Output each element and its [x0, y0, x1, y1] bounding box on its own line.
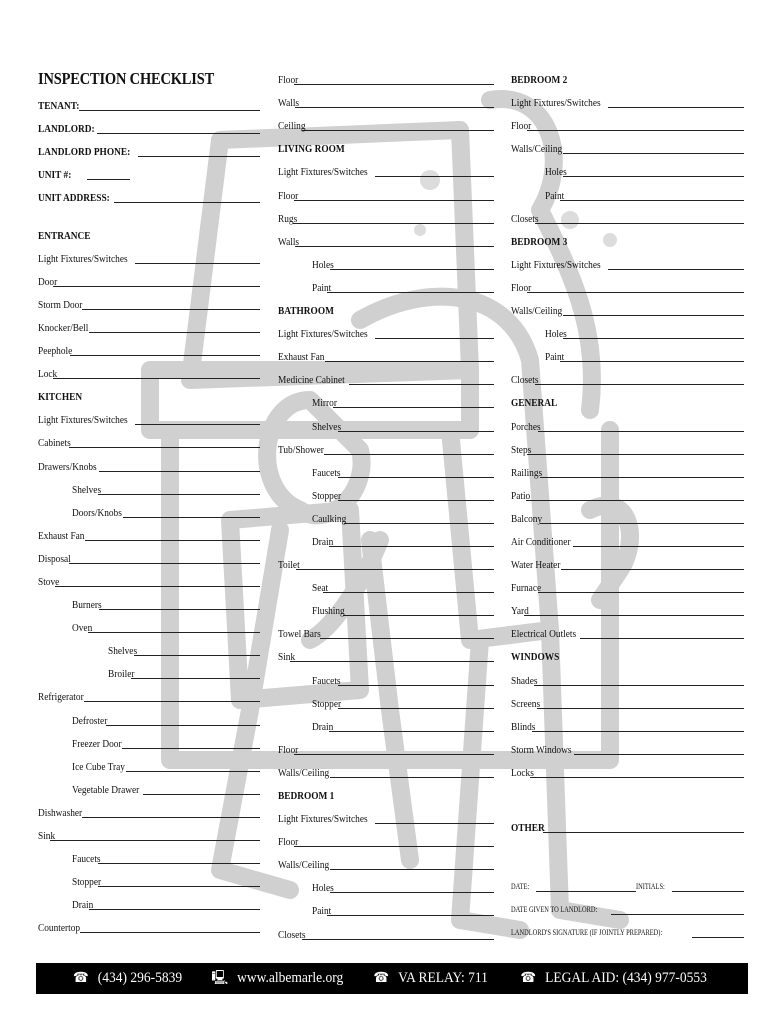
item-label: Floor — [278, 74, 299, 87]
item-line[interactable] — [131, 678, 260, 679]
phone-icon: ☎ — [520, 971, 536, 986]
item-line[interactable] — [320, 638, 494, 639]
item-line[interactable] — [538, 431, 744, 432]
page-title: INSPECTION CHECKLIST — [38, 69, 215, 88]
item-line[interactable] — [540, 523, 744, 524]
section-heading-other: OTHER — [511, 822, 545, 834]
item-line[interactable] — [293, 223, 494, 224]
item-label: Stopper — [312, 489, 342, 502]
item-line[interactable] — [323, 592, 494, 593]
item-label: Burners — [72, 599, 102, 612]
item-line[interactable] — [88, 632, 260, 633]
item-label: Stove — [38, 575, 60, 588]
item-line[interactable] — [98, 494, 260, 495]
item-label: Floor — [511, 281, 532, 294]
footer-phone — [73, 970, 182, 987]
item-label: Light Fixtures/Switches — [278, 328, 368, 341]
item-label: Drain — [72, 899, 94, 912]
item-label: Walls/Ceiling — [278, 859, 330, 872]
item-label: Flushing — [312, 605, 345, 618]
item-line[interactable] — [325, 361, 494, 362]
item-line[interactable] — [135, 424, 260, 425]
unit-address-label: UNIT ADDRESS: — [38, 192, 110, 205]
item-line[interactable] — [535, 384, 744, 385]
footer-relay — [373, 970, 487, 987]
item-line[interactable] — [122, 748, 260, 749]
item-label: Light Fixtures/Switches — [38, 414, 128, 427]
contact-footer — [36, 963, 748, 994]
item-label: Stopper — [72, 876, 102, 889]
item-line[interactable] — [338, 500, 494, 501]
item-label: Holes — [312, 258, 334, 271]
item-label: Floor — [278, 743, 299, 756]
item-line[interactable] — [85, 540, 260, 541]
section-heading-bathroom: BATHROOM — [278, 305, 334, 318]
item-line[interactable] — [563, 338, 744, 339]
item-label: Doors/Knobs — [72, 506, 122, 519]
item-label: Water Heater — [511, 559, 561, 572]
item-line[interactable] — [563, 153, 744, 154]
item-label: Refrigerator — [38, 691, 84, 704]
item-label: Light Fixtures/Switches — [38, 252, 128, 265]
item-line[interactable] — [375, 823, 494, 824]
column-3 — [511, 66, 744, 942]
item-line[interactable] — [290, 661, 494, 662]
item-line[interactable] — [524, 615, 744, 616]
item-label: Oven — [72, 622, 93, 635]
section-heading-general: GENERAL — [511, 397, 558, 410]
item-label: Dishwasher — [38, 806, 83, 819]
item-label: Closets — [511, 212, 539, 225]
section-heading-entrance: ENTRANCE — [38, 229, 91, 242]
item-label: Electrical Outlets — [511, 628, 577, 641]
item-label: Exhaust Fan — [278, 351, 325, 364]
item-line[interactable] — [540, 477, 744, 478]
item-label: Ceiling — [278, 120, 306, 133]
item-label: Defroster — [72, 714, 108, 727]
item-line[interactable] — [82, 817, 260, 818]
item-line[interactable] — [294, 84, 494, 85]
date-given-field[interactable] — [611, 914, 744, 915]
item-line[interactable] — [70, 355, 260, 356]
item-label: Paint — [312, 905, 332, 918]
item-label: Toilet — [278, 559, 300, 572]
item-label: Sink — [38, 830, 56, 842]
item-line[interactable] — [563, 176, 744, 177]
footer-legal-aid — [520, 970, 707, 987]
date-given-label: DATE GIVEN TO LANDLORD: — [511, 905, 598, 915]
item-label: Faucets — [72, 853, 101, 866]
item-label: Rugs — [278, 212, 298, 225]
item-label: Closets — [278, 928, 306, 941]
section-heading-kitchen: KITCHEN — [38, 391, 83, 404]
item-line[interactable] — [330, 869, 494, 870]
item-line[interactable] — [123, 517, 260, 518]
item-line[interactable] — [327, 915, 494, 916]
item-line[interactable] — [89, 909, 260, 910]
item-line[interactable] — [608, 107, 744, 108]
legal-aid-text: LEGAL AID: (434) 977-0553 — [544, 970, 707, 986]
relay-text: VA RELAY: 711 — [397, 970, 488, 986]
tenant-field[interactable] — [79, 110, 260, 111]
item-label: Freezer Door — [72, 737, 122, 750]
item-line[interactable] — [302, 939, 494, 940]
item-line[interactable] — [294, 200, 494, 201]
item-line[interactable] — [126, 771, 260, 772]
item-line[interactable] — [295, 107, 494, 108]
section-heading-bedroom-1: BEDROOM 1 — [278, 790, 335, 802]
item-label: Walls — [278, 97, 300, 110]
item-label: Faucets — [312, 466, 341, 479]
phone-icon: ☎ — [372, 971, 389, 986]
item-label: Broiler — [108, 668, 135, 681]
item-label: Balcony — [511, 512, 543, 525]
item-label: Shelves — [72, 483, 102, 496]
item-label: Medicine Cabinet — [278, 374, 345, 387]
item-line[interactable] — [50, 840, 260, 841]
item-line[interactable] — [608, 269, 744, 270]
website-link[interactable]: www.albemarle.org — [237, 970, 344, 986]
item-line[interactable] — [327, 292, 494, 293]
item-line[interactable] — [302, 130, 494, 131]
item-label: Locks — [511, 766, 534, 779]
item-label: Walls/Ceiling — [511, 143, 563, 156]
item-label: Door — [38, 275, 58, 288]
item-label: Seat — [312, 582, 329, 595]
date-field[interactable] — [536, 891, 636, 892]
item-label: Walls/Ceiling — [511, 305, 563, 318]
item-line[interactable] — [349, 384, 494, 385]
item-line[interactable] — [534, 685, 744, 686]
item-label: Shelves — [108, 645, 138, 658]
item-label: Furnace — [511, 582, 542, 595]
item-line[interactable] — [295, 246, 494, 247]
item-label: Light Fixtures/Switches — [511, 97, 601, 110]
item-line[interactable] — [333, 407, 494, 408]
item-label: Drain — [312, 720, 334, 733]
item-line[interactable] — [82, 309, 260, 310]
item-label: Sink — [278, 651, 296, 664]
item-line[interactable] — [527, 292, 744, 293]
item-line[interactable] — [329, 731, 494, 732]
item-line[interactable] — [527, 130, 744, 131]
item-line[interactable] — [99, 471, 260, 472]
item-label: Faucets — [312, 674, 341, 687]
item-label: Disposal — [38, 552, 71, 565]
item-label: Yard — [511, 605, 529, 618]
item-label: Porches — [511, 420, 541, 433]
item-label: Light Fixtures/Switches — [278, 813, 368, 826]
item-line[interactable] — [527, 454, 744, 455]
item-label: Countertop — [38, 922, 81, 935]
item-line[interactable] — [375, 338, 494, 339]
item-label: Closets — [511, 374, 539, 387]
item-line[interactable] — [134, 655, 260, 656]
item-label: Patio — [511, 489, 531, 502]
item-line[interactable] — [296, 569, 494, 570]
item-label: Light Fixtures/Switches — [278, 166, 368, 179]
item-label: Floor — [278, 836, 299, 849]
item-line[interactable] — [526, 500, 744, 501]
item-label: Caulking — [312, 512, 347, 525]
item-line[interactable] — [329, 546, 494, 547]
section-heading-living-room: LIVING ROOM — [278, 143, 345, 156]
item-label: Light Fixtures/Switches — [511, 258, 601, 271]
item-line[interactable] — [294, 754, 494, 755]
item-label: Drawers/Knobs — [38, 460, 97, 473]
item-label: Peephole — [38, 345, 73, 358]
item-line[interactable] — [344, 523, 494, 524]
item-label: Shades — [511, 674, 538, 687]
item-line[interactable] — [530, 777, 744, 778]
item-label: Paint — [312, 281, 332, 294]
column-2 — [278, 66, 494, 944]
landlord-signature-field[interactable] — [692, 937, 744, 938]
landlord-signature-label: LANDLORD'S SIGNATURE (IF JOINTLY PREPARED): — [511, 928, 663, 938]
item-label: Drain — [312, 535, 334, 548]
tenant-label: TENANT: — [38, 100, 80, 113]
landlord-field[interactable] — [97, 133, 260, 134]
item-label: Storm Door — [38, 298, 83, 311]
item-label: Holes — [545, 328, 567, 341]
item-label: Air Conditioner — [511, 535, 571, 548]
item-label: Paint — [545, 189, 565, 202]
item-line[interactable] — [53, 378, 260, 379]
item-label: Lock — [38, 368, 58, 381]
item-line[interactable] — [69, 563, 261, 564]
section-heading-bedroom-3: BEDROOM 3 — [511, 235, 568, 248]
item-line[interactable] — [98, 863, 260, 864]
phone-icon: ☎ — [72, 971, 89, 986]
item-label: Stopper — [312, 697, 342, 710]
item-line[interactable] — [84, 701, 260, 702]
item-line[interactable] — [532, 731, 744, 732]
initials-label: INITIALS: — [635, 882, 665, 892]
item-line[interactable] — [324, 454, 494, 455]
footer-website[interactable] — [211, 967, 343, 991]
item-label: Blinds — [511, 720, 536, 733]
unit-field[interactable] — [87, 179, 130, 180]
section-heading-windows: WINDOWS — [511, 651, 560, 664]
landlord-phone-field[interactable] — [138, 156, 260, 157]
item-label: Tub/Shower — [278, 443, 324, 456]
item-line[interactable] — [563, 315, 744, 316]
item-line[interactable] — [537, 708, 744, 709]
item-label: Towel Bars — [278, 628, 321, 641]
item-label: Holes — [312, 882, 334, 895]
item-line[interactable] — [294, 846, 494, 847]
landlord-phone-label: LANDLORD PHONE: — [38, 146, 131, 159]
computer-icon: 🖳 — [211, 970, 229, 986]
item-label: Railings — [511, 466, 543, 479]
unit-address-field[interactable] — [114, 202, 260, 203]
item-line[interactable] — [574, 754, 744, 755]
item-line[interactable] — [560, 361, 744, 362]
other-line[interactable] — [543, 832, 744, 833]
item-label: Cabinets — [38, 437, 71, 450]
item-line[interactable] — [343, 615, 494, 616]
item-line[interactable] — [99, 609, 260, 610]
item-label: Ice Cube Tray — [72, 760, 125, 773]
item-label: Screens — [511, 697, 541, 710]
phone-number: (434) 296-5839 — [97, 970, 182, 986]
item-label: Paint — [545, 351, 565, 364]
item-label: Walls — [278, 235, 300, 248]
item-line[interactable] — [330, 269, 494, 270]
item-label: Vegetable Drawer — [72, 783, 140, 796]
item-label: Storm Windows — [511, 743, 572, 756]
item-line[interactable] — [89, 332, 260, 333]
section-heading-bedroom-2: BEDROOM 2 — [511, 74, 568, 87]
item-label: Floor — [278, 189, 299, 202]
date-label: DATE: — [511, 882, 530, 892]
column-1 — [38, 66, 260, 937]
item-line[interactable] — [560, 200, 744, 201]
item-line[interactable] — [573, 546, 744, 547]
item-line[interactable] — [330, 777, 494, 778]
item-line[interactable] — [55, 586, 260, 587]
item-line[interactable] — [80, 932, 261, 933]
item-label: Knocker/Bell — [38, 321, 89, 334]
item-line[interactable] — [69, 447, 261, 448]
item-line[interactable] — [561, 569, 744, 570]
item-line[interactable] — [535, 223, 744, 224]
item-line[interactable] — [330, 892, 494, 893]
item-label: Exhaust Fan — [38, 529, 85, 542]
item-line[interactable] — [375, 176, 494, 177]
item-line[interactable] — [338, 708, 494, 709]
item-label: Shelves — [312, 420, 342, 433]
unit-label: UNIT #: — [38, 169, 72, 182]
item-line[interactable] — [338, 477, 494, 478]
item-line[interactable] — [538, 592, 744, 593]
item-label: Holes — [545, 166, 567, 179]
initials-field[interactable] — [672, 891, 744, 892]
landlord-label: LANDLORD: — [38, 123, 95, 136]
item-line[interactable] — [143, 794, 260, 795]
item-label: Mirror — [312, 397, 337, 410]
item-line[interactable] — [135, 263, 260, 264]
item-line[interactable] — [53, 286, 260, 287]
item-line[interactable] — [98, 886, 260, 887]
item-label: Floor — [511, 120, 532, 133]
item-line[interactable] — [338, 431, 494, 432]
item-line[interactable] — [338, 685, 494, 686]
item-label: Steps — [511, 443, 532, 456]
item-label: Walls/Ceiling — [278, 766, 330, 779]
item-line[interactable] — [106, 725, 260, 726]
item-line[interactable] — [580, 638, 744, 639]
